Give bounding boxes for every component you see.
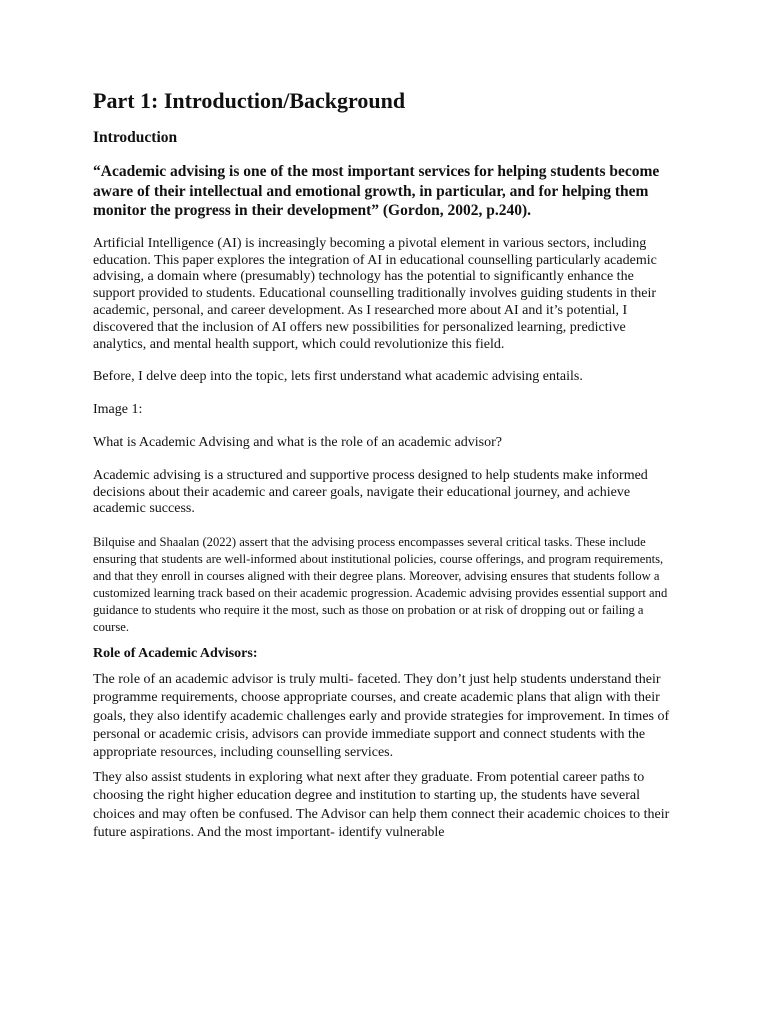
- document-content: [93, 86, 678, 842]
- question-heading: What is Academic Advising and what is the role of an academic advisor?: [93, 434, 502, 450]
- paragraph-5: The role of an academic advisor is truly multi- faceted. They don’t just help students understand their programme requirements, choose appropriate courses, and create academic plans that align with their goals, they also identify academic challenges early and provide strategies for improvement. In times of personal or academic crisis, advisors can provide immediate support and connect students with the appropriate resources, including counselling services.: [93, 672, 670, 760]
- paragraph-4: Bilquise and Shaalan (2022) assert that the advising process encompasses several critical tasks. These include ensuring that students are well-informed about institutional policies, course offerings, and program requirements, and that they enroll in courses aligned with their degree plans. Moreover, advising ensures that students follow a customized learning track based on their academic progression. Academic advising provides essential support and guidance to students who require it the most, such as those on probation or at risk of dropping out or failing a course.: [93, 535, 668, 635]
- paragraph-3: Academic advising is a structured and supportive process designed to help students make informed decisions about their academic and career goals, navigate their educational journey, and achieve academic success.: [93, 467, 648, 517]
- paragraph-1: Artificial Intelligence (AI) is increasingly becoming a pivotal element in various sectors, including education. This paper explores the integration of AI in educational counselling particularly academic advising, a domain where (presumably) technology has the potential to significantly enhance the support provided to students. Educational counselling traditionally involves guiding students in their academic, personal, and career development. As I researched more about AI and it’s potential, I discovered that the inclusion of AI offers new possibilities for personalized learning, predictive analytics, and mental health support, which could revolutionize this field.: [93, 235, 657, 352]
- image-label: Image 1:: [93, 402, 143, 418]
- paragraph-6: They also assist students in exploring what next after they graduate. From potential career paths to choosing the right higher education degree and institution to starting up, the students have several choices and may often be confused. The Advisor can help them connect their academic choices to their future aspirations. And the most important- identify vulnerable: [93, 770, 670, 840]
- page-title: Part 1: Introduction/Background: [93, 88, 406, 113]
- role-heading: Role of Academic Advisors:: [93, 646, 258, 662]
- opening-quote: “Academic advising is one of the most important services for helping students become aware of their intellectual and emotional growth, in particular, and for helping them monitor the progress in their development” (Gordon, 2002, p.240).: [93, 163, 660, 220]
- paragraph-2: Before, I delve deep into the topic, lets first understand what academic advising entails.: [93, 369, 583, 385]
- section-heading: Introduction: [93, 129, 178, 146]
